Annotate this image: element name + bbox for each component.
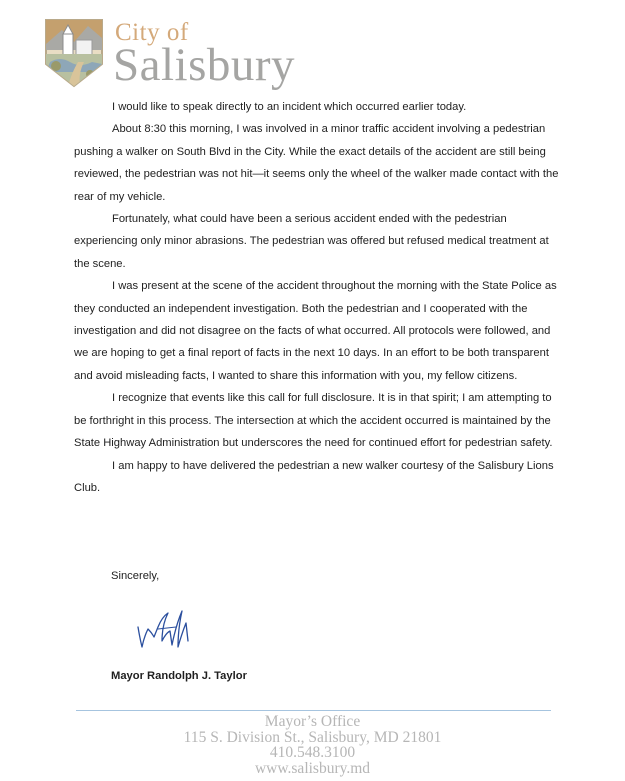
footer-divider [76,710,551,711]
footer-phone: 410.548.3100 [269,744,356,762]
paragraph: I am happy to have delivered the pedestrian a new walker courtesy of the Salisbury Lions Club. [74,459,554,494]
footer-address: 115 S. Division St., Salisbury, MD 21801 [183,728,442,746]
paragraph: I was present at the scene of the accident throughout the morning with the State Police as they conducted an independent investigation. Both the pedestrian and I cooperated with the investigation and did not disagree on the facts of what occurred. All protocols were followed, and we are hoping to get a final report of facts in the next 10 days. In an effort to be both transparent and avoid misleading facts, I wanted to share this information with you, my fellow citizens. [74,280,557,382]
paragraph: I recognize that events like this call for full disclosure. It is in that spirit; I am attempting to be forthright in this process. The intersection at which the accident occurred is maintained by the State Highway Administration but underscores the need for continued effort for pedestrian safety. [74,392,553,450]
footer [0,714,625,776]
city-logo [40,14,340,96]
logo-city-text: City of [115,19,189,46]
city-seal-icon [40,14,108,90]
logo-name-text: Salisbury [113,39,296,91]
paragraph: Fortunately, what could have been a serious accident ended with the pedestrian experiencing only minor abrasions. The pedestrian was offered but refused medical treatment at the scene. [74,213,549,270]
footer-office: Mayor’s Office [264,713,361,730]
signer-name: Mayor Randolph J. Taylor [111,670,247,682]
signature-icon [132,603,202,655]
paragraph: I would like to speak directly to an incident which occurred earlier today. [112,101,467,113]
letter-body [74,96,560,499]
footer-website: www.salisbury.md [254,759,371,777]
paragraph: About 8:30 this morning, I was involved in a minor traffic accident involving a pedestrian pushing a walker on South Blvd in the City. While the exact details of the accident are still being reviewed, the pedestrian was not hit—it seems only the wheel of the walker made contact with the rear of my vehicle. [74,123,559,203]
closing-salutation: Sincerely, [111,570,160,582]
